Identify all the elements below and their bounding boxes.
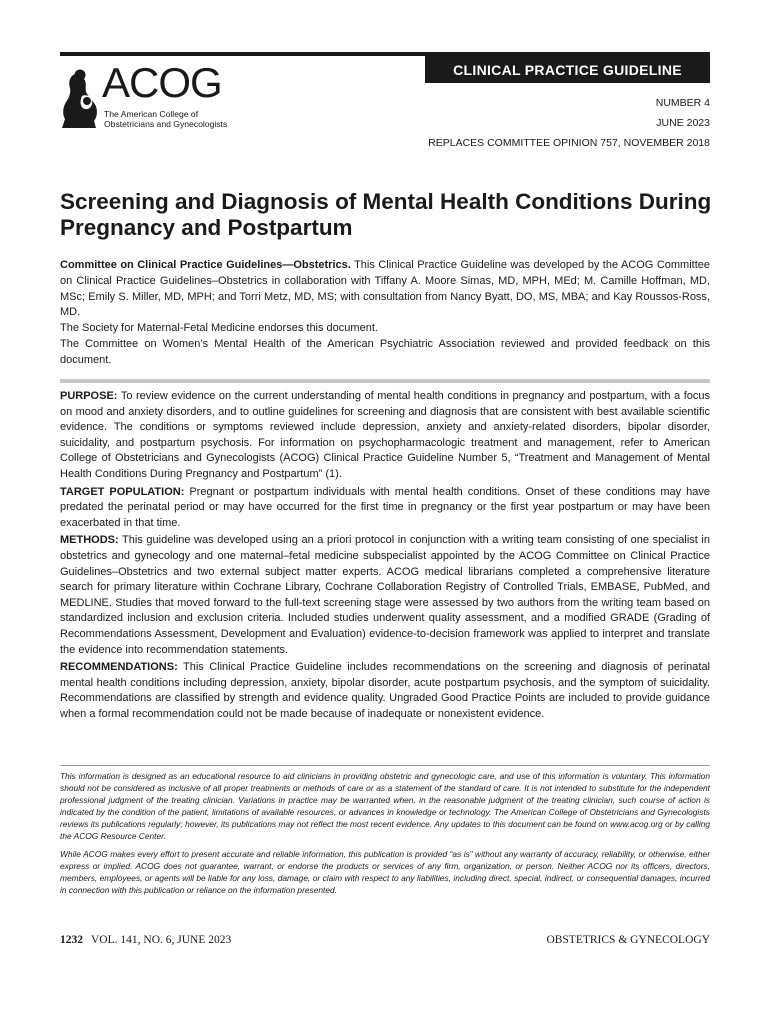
disclaimer <box>60 770 710 901</box>
recommendations-section <box>60 660 710 722</box>
disclaimer-divider <box>60 765 710 766</box>
methods-section <box>60 533 710 658</box>
document-title: Screening and Diagnosis of Mental Health Conditions During Pregnancy and Postpartum <box>60 189 712 240</box>
guideline-banner <box>425 56 710 83</box>
logo-wordmark: ACOG <box>102 59 222 106</box>
doc-number: NUMBER 4 <box>655 97 710 109</box>
endorsement-smfm: The Society for Maternal-Fetal Medicine endorses this document. <box>60 322 378 335</box>
purpose-section <box>60 389 710 483</box>
section-divider <box>60 379 710 383</box>
target-section <box>60 485 710 532</box>
acog-logo <box>58 59 258 132</box>
methods-label: METHODS: <box>60 534 119 547</box>
authors-block <box>60 258 710 369</box>
recommendations-label: RECOMMENDATIONS: <box>60 661 178 674</box>
abstract <box>60 389 710 724</box>
page-number: 1232 <box>60 934 83 946</box>
disclaimer-paragraph-1: This information is designed as an educational resource to aid clinicians in providing obstetric and gynecologic care, and use of this information is voluntary. This information should not be considered as inclusive of all proper treatments or methods of care or as a statement of the standard of care. It is not intended to substitute for the independent professional judgment of the treating clinician. Variations in practice may be warranted when, in the reasonable judgment of the treating clinician, such course of action is indicated by the condition of the patient, limitations of available resources, or advances in knowledge or technology. The American College of Obstetricians and Gynecologists reviews its publications regularly; however, its publications may not reflect the most recent evidence. Any updates to this document can be found on www.acog.org or by calling the ACOG Resource Center. <box>60 771 710 842</box>
target-text: Pregnant or postpartum individuals with mental health conditions. Onset of these conditions may have predated the perinatal period or may have occurred for the first time in pregnancy or the first year postpartum or may have been exacerbated in that time. <box>60 485 710 529</box>
acog-figure-icon <box>58 66 100 132</box>
document-meta <box>428 93 710 153</box>
committee-name: Committee on Clinical Practice Guidelines—Obstetrics. <box>60 259 351 271</box>
logo-sub-line1: The American College of <box>104 109 199 119</box>
recommendations-text: This Clinical Practice Guideline includes recommendations on the screening and diagnosis of perinatal mental health conditions including depression, anxiety, bipolar disorder, acute postpartum psychosis, and the symptom of suicidality. Recommendations are classified by strength and evidence quality. Ungraded Good Practice Points are included to provide guidance when a formal recommendation could not be made because of inadequate or nonexistent evidence. <box>60 661 710 720</box>
doc-date: JUNE 2023 <box>656 117 710 129</box>
purpose-label: PURPOSE: <box>60 390 118 402</box>
logo-subtitle <box>104 109 264 129</box>
volume-info: VOL. 141, NO. 6, JUNE 2023 <box>91 934 232 946</box>
footer-left <box>60 934 231 946</box>
logo-sub-line2: Obstetricians and Gynecologists <box>104 119 228 129</box>
doc-replaces: REPLACES COMMITTEE OPINION 757, NOVEMBER 2018 <box>428 137 710 149</box>
disclaimer-paragraph-2: While ACOG makes every effort to present accurate and reliable information, this publication is provided “as is” without any warranty of accuracy, reliability, or otherwise, either express or implied. ACOG does not guarantee, warrant, or endorse the products or services of any firm, organization, or person. Neither ACOG nor its officers, directors, members, employees, or agents will be liable for any loss, damage, or claim with respect to any liabilities, including direct, special, indirect, or consequential damages, incurred in connection with this publication or reliance on the information presented. <box>60 848 710 895</box>
purpose-text: To review evidence on the current understanding of mental health conditions in pregnancy and postpartum, with a focus on mood and anxiety disorders, and to outline guidelines for screening and diagnosis that are consistent with best available scientific evidence. The conditions or symptoms reviewed include depression, anxiety and anxiety-related disorders, bipolar disorder, suicidality, and postpartum psychosis. For information on psychopharmacologic treatment and management, refer to American College of Obstetricians and Gynecologists (ACOG) Clinical Practice Guideline Number 5, “Treatment and Management of Mental Health Conditions During Pregnancy and Postpartum” (1). <box>60 390 710 480</box>
endorsement-apa: The Committee on Women’s Mental Health of the American Psychiatric Association reviewed and provided feedback on this document. <box>60 337 710 366</box>
authors-paragraph <box>60 258 710 321</box>
authors-text: This Clinical Practice Guideline was developed by the ACOG Committee on Clinical Practice Guidelines–Obstetrics in collaboration with Tiffany A. Moore Simas, MD, MPH, MEd; M. Camille Hoffman, MD, MSc; Emily S. Miller, MD, MPH; and Torri Metz, MD, MS; with consultation from Nancy Byatt, DO, MS, MBA; and Kay Roussos-Ross, MD. <box>60 259 710 319</box>
page-footer <box>60 934 710 946</box>
banner-text: CLINICAL PRACTICE GUIDELINE <box>453 61 682 78</box>
target-label: TARGET POPULATION: <box>60 485 185 498</box>
methods-text: This guideline was developed using an a priori protocol in conjunction with a writing team consisting of one specialist in obstetrics and gynecology and one maternal–fetal medicine subspecialist appointed by the ACOG Committee on Clinical Practice Guidelines–Obstetrics and two external subject matter experts. ACOG medical librarians completed a comprehensive literature search for primary literature within Cochrane Library, Cochrane Collaboration Registry of Controlled Trials, EMBASE, PubMed, and MEDLINE. Studies that moved forward to the full-text screening stage were assessed by two authors from the writing team based on standardized inclusion and exclusion criteria. Included studies underwent quality assessment, and a modified GRADE (Grading of Recommendations Assessment, Development and Evaluation) evidence-to-decision framework was applied to interpret and translate the evidence into recommendation statements. <box>60 534 710 656</box>
journal-name: OBSTETRICS & GYNECOLOGY <box>546 934 710 946</box>
